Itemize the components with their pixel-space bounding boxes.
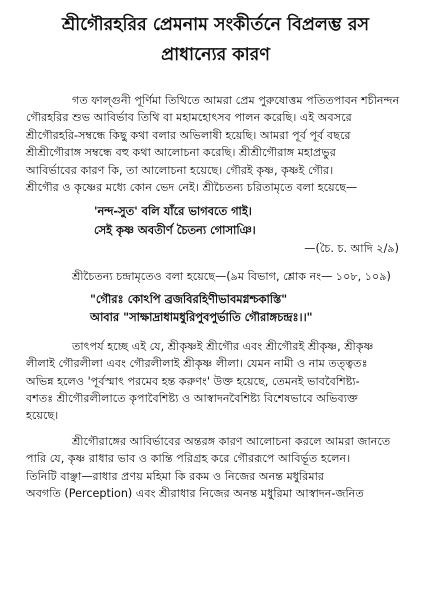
text-line: গৌরহরির শুভ আবির্ভাব তিথি বা মহামহোৎসব পালন করেছি। এই অবসরে [26,111,352,125]
shloka-line-2: আবার "সাক্ষাদ্রাধামধুরিপুবপুর্ভাতি গৌরাঙ্গচন্দ্রঃ।।" [90,309,313,324]
shloka-quote [26,290,405,326]
paragraph-chandramrita [26,268,405,285]
text-line: লীলাই গৌরলীলা এবং গৌরলীলাই শ্রীকৃষ্ণ লীলা। যেমন নামী ও নাম তত্ত্বতঃ [26,357,368,371]
text-line: আবির্ভাবের কারণ কি, তা আলোচনা হয়েছে। গৌরই কৃষ্ণ, কৃষ্ণই গৌর। [26,163,334,177]
verse-quote [26,202,405,240]
paragraph-reason [26,433,405,503]
page-title-line-2: প্রাধান্যের কারণ [161,45,270,65]
text-line: শ্রীচৈতন্য চন্দ্রামৃতেও বলা হয়েছে—(৯ম বিভাগ, শ্লোক নং— ১০৮, ১০৯) [72,270,391,284]
verse-line-1: 'নন্দ-সুত' বলি যাঁরে ভাগবতে গাই। [94,204,252,219]
text-line: বশতঃ শ্রীগৌরলীলাতে কৃপাবৈশিষ্ট্য ও আস্বাদনবৈশিষ্ট্য বিশেষভাবে অভিব্যক্ত [26,392,358,406]
page-title-line-1: শ্রীগৌরহরির প্রেমনাম সংকীর্তনে বিপ্রলম্ভ রস [61,15,370,35]
text-line: অবগতি (Perception) এবং শ্রীরাধার নিজের অনন্ত মধুরিমা আস্বাদন-জনিত [26,487,364,501]
text-line: শ্রীগৌরাঙ্গের আবির্ভাবের অন্তরঙ্গ কারণ আলোচনা করলে আমরা জানতে [72,434,391,448]
text-line: তিনিটি বাঞ্ছা—রাধার প্রণয় মহিমা কি রকম ও নিজের অনন্ত মধুরিমার [26,469,325,483]
text-line: শ্রীশ্রীগৌরাঙ্গ সম্বন্ধে বহু কথা আলোচনা করেছি। শ্রীশ্রীগৌরাঙ্গ মহাপ্রভুর [26,146,336,160]
text-line: অভিন্ন হলেও 'পূর্বস্মাৎ পরমেব হন্ত করুণং' উক্ত হয়েছে, তেমনই ভাববৈশিষ্ট্য- [26,374,360,388]
text-line: তাৎপর্য হচ্ছে এই যে, শ্রীকৃষ্ণই শ্রীগৌর এবং শ্রীগৌরই শ্রীকৃষ্ণ, শ্রীকৃষ্ণ [72,339,374,353]
text-line: শ্রীগৌর ও কৃষ্ণের মধ্যে কোন ভেদ নেই। শ্রীচৈতন্য চরিতামৃতে বলা হয়েছে— [26,181,358,195]
verse-citation: —(চৈ. চ. আদি ২/৯) [304,242,399,256]
paragraph-spacer [26,425,405,433]
text-line: শ্রীগৌরহরি-সম্বন্ধে কিছু কথা বলার অভিলাষী হয়েছি। আমরা পূর্ব পূর্ব বছরে [26,128,351,142]
text-line: গত ফাল্গুনী পূর্ণিমা তিথিতে আমরা প্রেম পুরুষোত্তম পতিতপাবন শচীনন্দন [72,94,400,107]
verse-line-2: সেই কৃষ্ণ অবতীর্ণ চৈতন্য গোসাঞি। [94,223,256,238]
shloka-line-1: "গৌরঃ কোঽপি ব্রজবিরহিণীভাবমগ্নশ্চকাস্তি" [90,291,288,306]
text-line: পারি যে, কৃষ্ণ রাধার ভাব ও কান্তি পরিগ্রহ করে গৌররূপে আবির্ভূত হলেন। [26,452,351,466]
paragraph-intro [26,92,405,196]
paragraph-meaning [26,338,405,425]
text-line: হয়েছে। [26,409,59,423]
